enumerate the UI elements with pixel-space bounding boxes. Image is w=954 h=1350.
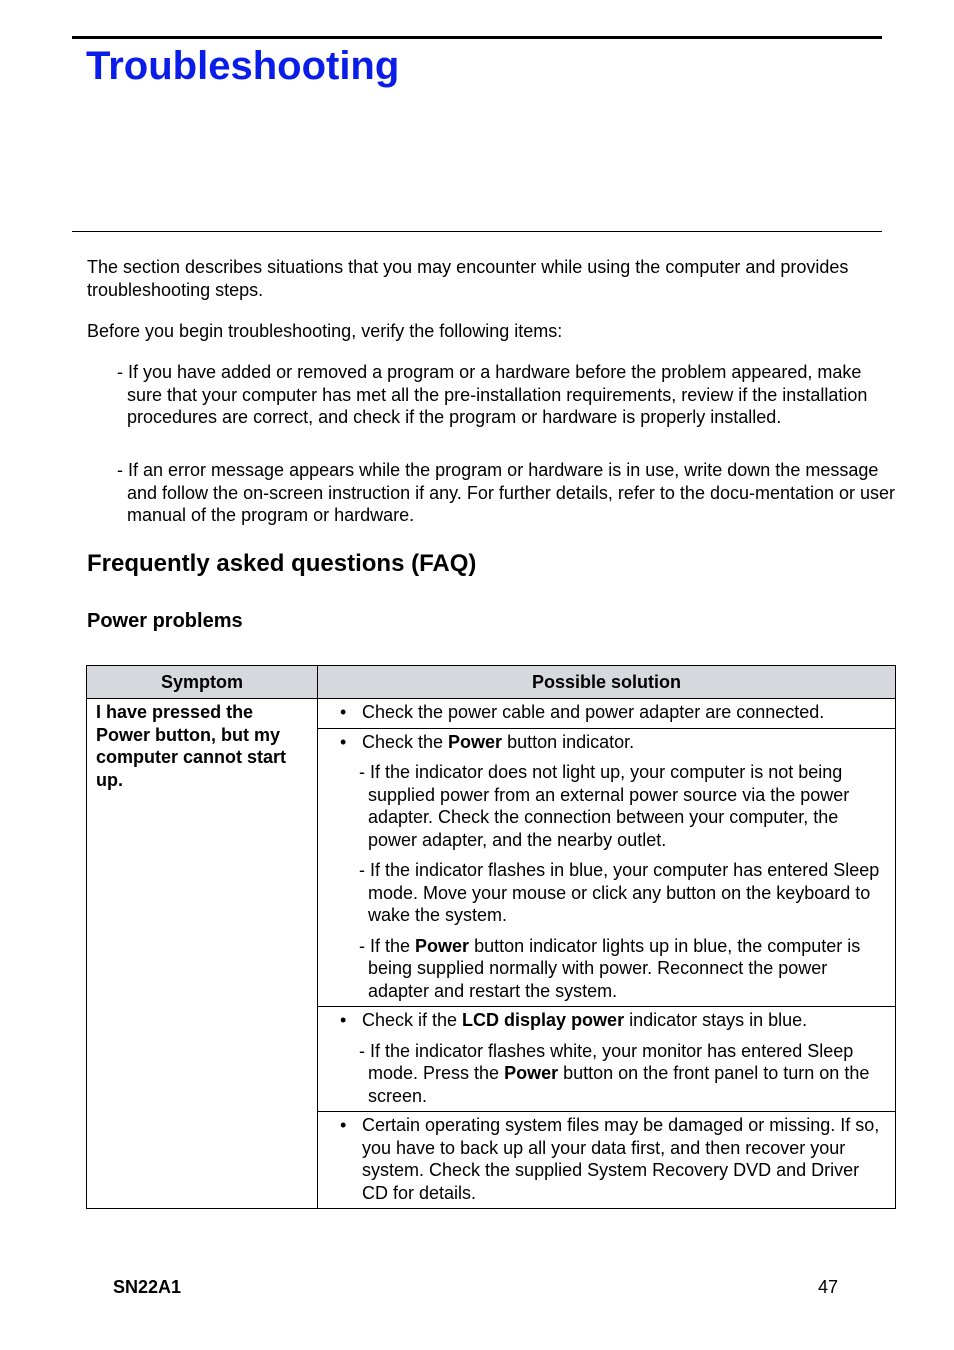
solution-sub-item: - If the indicator does not light up, your computer is not being supplied power from an external power source via the power adapter. Check the connection between your computer, the power adapter, and the nearby outlet.: [359, 762, 850, 850]
solution-bullet: [340, 1009, 887, 1032]
solution-bullet: [340, 701, 887, 724]
solution-cell-4: [318, 1112, 896, 1209]
title-bottom-rule: [72, 231, 882, 232]
solution-sub-item: [340, 935, 887, 1003]
solution-text: Check the power cable and power adapter are connected.: [362, 702, 825, 722]
intro-item-1: - If you have added or removed a program or a hardware before the problem appeared, make sure that your computer has met all the pre-installation requirements, review if the installation procedures are correct, and check if the program or hardware is properly installed.: [117, 362, 868, 427]
sub-text-post: button on the front panel to turn on the screen.: [368, 1063, 870, 1106]
solution-text-bold: LCD display power: [462, 1010, 625, 1030]
solution-bullet: [340, 731, 887, 754]
solution-text-post: button indicator.: [502, 731, 635, 752]
sub-text-post: button indicator lights up in blue, the computer is being supplied normally with power. Reconnect the power adapter and restart the system.: [368, 935, 861, 1001]
page-title: Troubleshooting: [86, 44, 400, 88]
solution-text-pre: Check if the: [362, 1010, 463, 1030]
page-number: 47: [818, 1277, 839, 1297]
bullet-icon: •: [340, 731, 347, 752]
sub-text-pre: - If the indicator flashes white, your monitor has entered Sleep mode. Press the: [359, 1040, 854, 1083]
symptom-cell: I have pressed the Power button, but my computer cannot start up.: [87, 699, 318, 1209]
solution-cell-3: [318, 1007, 896, 1112]
bullet-icon: •: [340, 1010, 347, 1030]
footer-model: SN22A1: [113, 1277, 182, 1297]
solution-sub-item: [340, 1040, 887, 1108]
solution-sub-item: - If the indicator flashes in blue, your computer has entered Sleep mode. Move your mouse or click any button on the keyboard to wake the system.: [359, 860, 880, 925]
table-header-row: [87, 666, 896, 699]
power-problems-heading: Power problems: [87, 610, 243, 632]
solution-text: Certain operating system files may be damaged or missing. If so, you have to back up all your data first, and then recover your system. Check the supplied System Recovery DVD and Driver CD for details.: [362, 1115, 880, 1203]
solution-text-pre: Check the: [362, 731, 449, 752]
bullet-icon: •: [340, 1115, 347, 1135]
intro-paragraph-2: Before you begin troubleshooting, verify the following items:: [87, 321, 563, 341]
faq-heading: Frequently asked questions (FAQ): [87, 550, 477, 577]
header-solution: Possible solution: [318, 666, 896, 699]
faq-table: [86, 665, 896, 1209]
sub-text-bold: Power: [504, 1063, 559, 1083]
intro-paragraph-1: The section describes situations that you may encounter while using the computer and provides troubleshooting steps.: [87, 257, 849, 300]
solution-text-bold: Power: [448, 731, 503, 752]
sub-text-pre: - If the: [359, 935, 416, 956]
header-symptom: Symptom: [87, 666, 318, 699]
solution-text-post: indicator stays in blue.: [624, 1010, 808, 1030]
sub-text-bold: Power: [415, 935, 470, 956]
solution-cell-1: [318, 699, 896, 729]
table-row: [87, 699, 896, 729]
bullet-icon: •: [340, 702, 347, 722]
solution-cell-2: [318, 728, 896, 1007]
title-top-rule: [72, 36, 882, 39]
solution-bullet: [340, 1114, 887, 1204]
intro-item-2: - If an error message appears while the program or hardware is in use, write down the message and follow the on-screen instruction if any. For further details, refer to the docu-mentation or user manual of the program or hardware.: [117, 460, 896, 525]
